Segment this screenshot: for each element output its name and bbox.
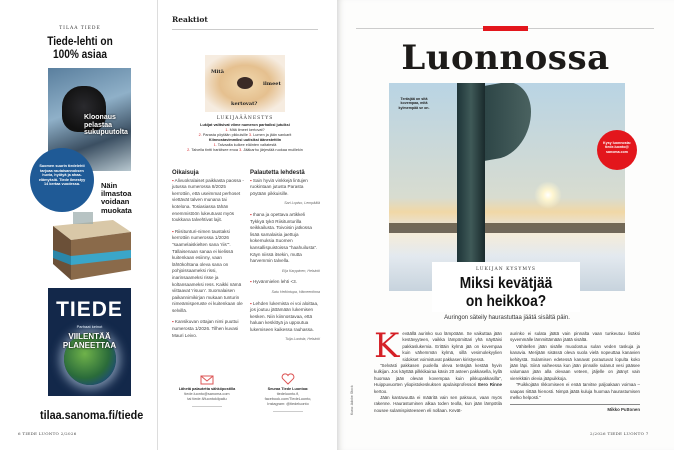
subscribe-link[interactable]: tilaa.sanoma.fi/tiede: [40, 408, 144, 422]
email-contact: Lähetä palautetta sähköpostilla tiede.luonto@sanoma.com tai tiede.fi/luontokilpailu: [172, 375, 242, 407]
magazine-cover-tiede: [48, 288, 131, 396]
envelope-icon: [200, 375, 214, 385]
contest-link[interactable]: tai tiede.fi/luontokilpailu: [187, 397, 227, 401]
feedback-heading: Palautetta lehdestä: [250, 170, 305, 176]
poll-kicker: LUKIJAÄÄNESTYS: [216, 116, 274, 121]
ask-nature-badge: Kysy luonnosta: tiede.luonto@ sanoma.com: [597, 130, 637, 170]
article-column-2: aurinko ei sulata jäätä vain pinnalta vaan tunkeutuu lisäksi syvemmälle lämmittämään jäätä sisältä. Vähitellen jään sisälle muodostuu sulan veden taskuja ja kanavia. Merijään sisässä oleva suola vielä nopeuttaa kanavien kehitystä. Sulamisen edetessä kanavat porautuvat lopulta koko jään läpi. Siinä vaiheessa kun jään pinnalle sulanut vesi pääsee valumaan jään alla olevaan veteen, jäljelle on jäänyt vain vierekkäin olevia jääpuikkoja. "Puikkojään rikkomiseen ei enää tarvitse paljoakaan voimaa – saapas riittää hienosti. Nimpä jäätä kuluja huomaa haurastumisen melko helposti." Mikko Puttonen: [510, 331, 640, 413]
drop-cap: K: [374, 326, 400, 366]
ad-title-line: 100% asiaa: [52, 49, 108, 61]
corrections-column: Oikaisuja ▪ Alivuokralaiset paikkasta paossa -jutussa numerossa 8/2025 kerrottiin, että useimmat perhoset viettävät talven munana tai kotelona. Tosiasiassa tähän enemmistöön lukeutuvat myös toukkana talvehtivat lajit. ▪ Riisitunturi-nimen taustaksi kerrottiin numerossa 1/2026 "saamelaiskielten sana 'riis'". Tällaisenaan sanaa ei kielissä kuitenkaan esiinny, vaan lähtökohtana oleva sana on pohjoissaameksi rissi, inarinsaameksi risse ja koltansaameksi ress. Kaikki nämä viittaavat 'risuun'. Suomalaisen paikannimikirjan mukaan tunturin nimeämisperuste ei kuitenkaan ole selvillä. ▪ Kansikuvan ottajan nimi puuttui numerosta 1/2026. Tilhen kuvasi Mauri Leivo.: [172, 170, 244, 338]
sun: [534, 181, 562, 209]
cover-headline: Kloonaus pelastaa sukupuutolta: [84, 114, 128, 136]
article-dek: Auringon säteily haurastuttaa jäätä sisältä päin.: [444, 315, 570, 321]
treeline: [389, 223, 625, 233]
ad-title-line: Tiede-lehti on: [47, 36, 113, 48]
section-heading: Reaktiot: [172, 15, 208, 24]
heading-rule: [172, 29, 318, 30]
article-column-1: K eväällä aurinko suo lämpöään. Se vaikuttaa jään kestävyyteen, vaikka lämpömittari yhä näyttäisi pakkaslukemia. Erittäin kylmä jää on kovempaa kuin vähemmän kylmä, sillä vesimolekyylien sidokset voimistuvat pakkasen kiristyessä. "Selvästi pakkasen puolella oleva teräsjää kestää hyvin kulkijan. Jos käyttää pilkkikairaa käsin 20 asteen pakkasella, kyllä huomaa jään olevan kovempaa kuin pikkupakkasilla", Huippuvuorten yliopistokeskuksen apulaisprofessori Eero Rinne kertoo. Jään kantavuutta ei määritä vain sen paksuus, vaan myös rakenne. Haurastuminen alkaa toden teolla, kun jään lämpötila nousee sulamispisteeseen eli nollaan. Kevät-: [374, 326, 502, 413]
page-folio: 6 TIEDE LUONTO 2/2026: [18, 431, 77, 436]
ad-info-badge: Suomen suurin tiedelehti tarjoaa rautaisannoksen huvia, hyötyä ja ahaa-elämyksiä. Tiede ilmestyy 14 kertaa vuodessa.: [30, 148, 94, 212]
author-name: Mikko Puttonen: [607, 407, 640, 413]
ice-auger-photo: [389, 83, 625, 291]
accent-bar: [483, 26, 528, 31]
social-contact: Seuraa Tiede Luontoa: tiedeluonto.fi, facebook.com/TiedeLuonto, Instagram: @tiedeluonto: [253, 373, 323, 412]
heart-icon: [281, 373, 295, 385]
column-divider: [157, 0, 158, 450]
email-link[interactable]: tiede.luonto@sanoma.com: [184, 392, 230, 396]
headline-line: on heikkoa?: [465, 293, 547, 310]
photo-caption: Teräsjää on sitä kovempaa, mitä kylmempää se on.: [398, 97, 430, 110]
facebook-link[interactable]: facebook.com/TiedeLuonto,: [264, 397, 312, 401]
cover-subtitle: Parhaat keinot: [76, 324, 103, 329]
corrections-heading: Oikaisuja: [172, 170, 199, 176]
photo-credit: Kuva: Adobe Stock: [350, 385, 354, 415]
ad-kicker: TILAA TIEDE: [59, 26, 101, 31]
headline-line: Miksi kevätjää: [459, 275, 553, 292]
ad-title: [27, 36, 133, 62]
auger-shaft: [457, 83, 485, 291]
website-link[interactable]: tiedeluonto.fi,: [276, 392, 300, 396]
poll-results: Lukijat valitsivat viime numeron parhaiksi jutuiksi 1. Mitä ilmeet kertovat? 2. Parasta pöytään pikkuisille 3. Lumen ja jään sankarit Kiinnostavimmiksi uutisiksi äänestettiin 1. Talvaalta kulkee eläinten valtatestä 2. Talvella tintti harkitsee enoa 3. Jääkarhu järjestää ruokaa muillekin: [187, 123, 303, 152]
section-title: Luonnossa: [401, 38, 610, 78]
tiede-logo: TIEDE: [56, 298, 123, 321]
geology-block-illustration: [43, 212, 133, 282]
instagram-link[interactable]: Instagram: @tiedeluonto: [267, 402, 309, 406]
feedback-column: Palautetta lehdestä ▪ Sain hyviä vinkkejä lintujen ruokintaan jutusta Parasta pöytään pikkuisille. Sari Lopiso, Lempäälä ▪ Ihana ja opettava artikkeli Tykkyä tykö Riisitunturilla seikkailusta. Toivoisin jatkossa lisää samalaisia jaettuja kokemuksia Suomen kansallispuistoissa "haahuilusta". Käyn niissä itsekin, mutta harvemmin talvella. Eija Karppinen, Helsinki ▪ Hyvänmielen lehti <3. Satu Heikintupa, Hämeenlinna ▪ Lehden lukemista ei voi aloittaa, jos joutuu jättämään lukemisen kesken. Niin kiinnostavaa, että haluan keskittyä ja uppoutua lukemiseen kaikessa rauhassa. Tuija Luotola, Helsinki: [250, 170, 320, 342]
ad-side-headline: Näin ilmastoa voidaan muokata: [101, 181, 132, 215]
article-kicker: LUKIJAN KYSYMYS: [475, 267, 537, 272]
cover-headline: VIILENTÄÄ PLANEETTAA: [62, 332, 117, 350]
page-folio: 2/2026 TIEDE LUONTO 7: [590, 431, 649, 436]
dog-image: Mitä ilmeet kertovat?: [205, 55, 285, 112]
